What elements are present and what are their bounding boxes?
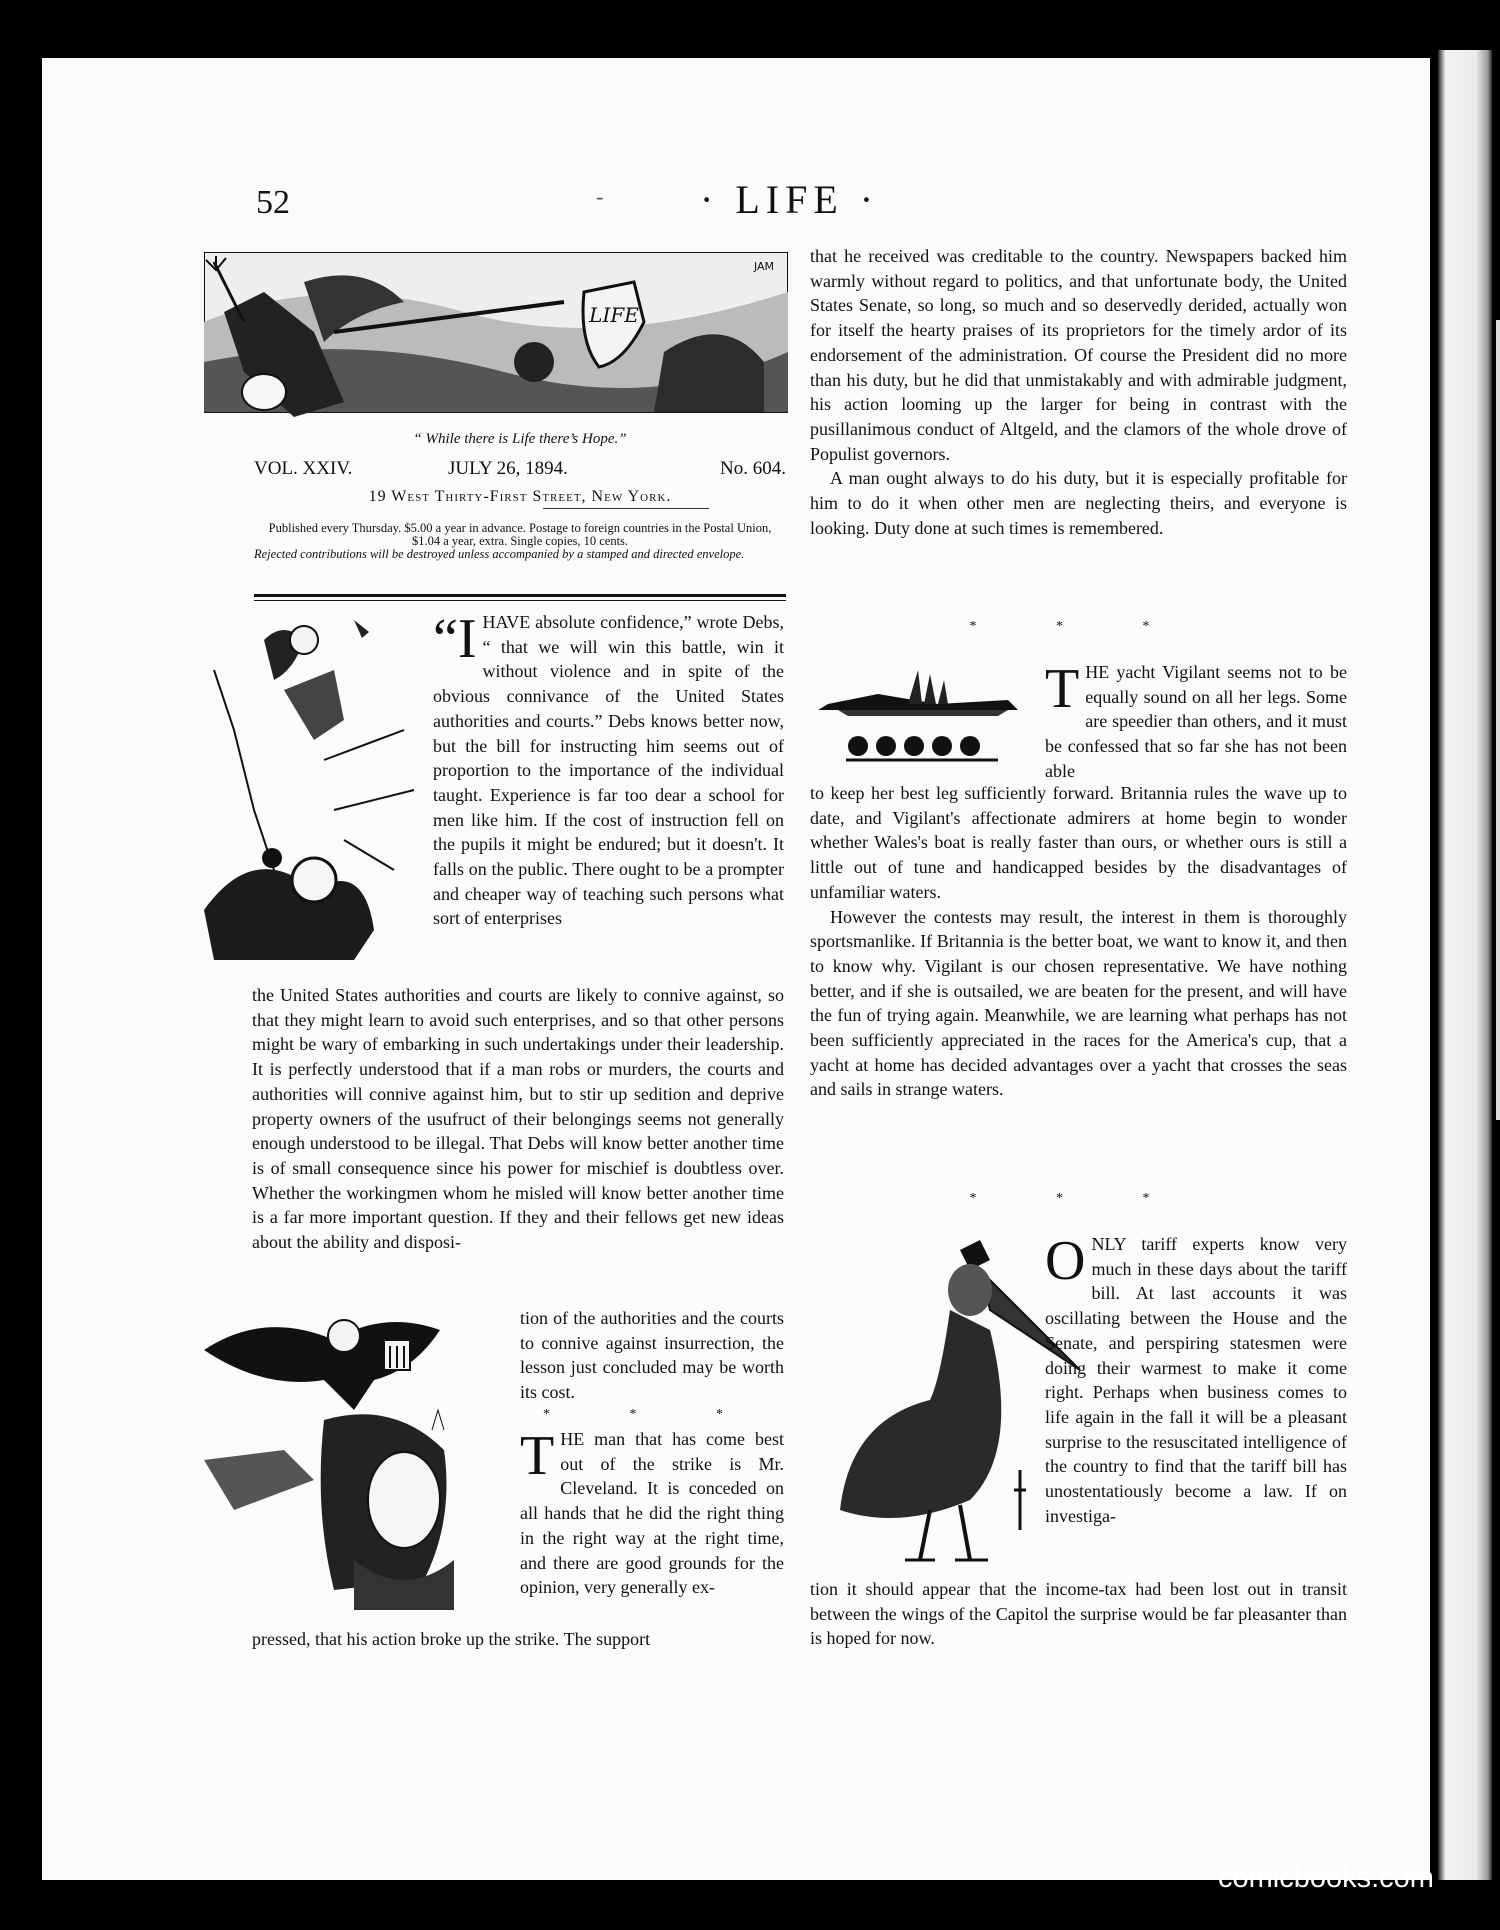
article-debs-text: HAVE absolute confidence,” wrote Debs, “ that we will win this battle, win it without violence and in spite of the obvious connivance of the United States authorities and courts.” Debs knows better now, but the bill for instructing him seems out of proportion to the importance of the individual taught. Experience is far too dear a school for men like him. If the cost of instruction fell on the pupils it might be endured; but it doesn't. It falls on the public. There ought to be a prompter and cheaper way of teaching such persons what sort of enterprises bbox=[433, 612, 784, 929]
yacht-illustration bbox=[818, 664, 1022, 768]
article-cleveland-text: HE man that has come best out of the strike is Mr. Cleveland. It is conceded on all hands that he did the right thing in the right way at the right time, and there are good grounds for the opinion, very generally ex- bbox=[520, 1429, 784, 1598]
article-debs-tail bbox=[520, 1306, 784, 1405]
header-dash: - bbox=[596, 184, 604, 209]
article-cleveland-tail-text: pressed, that his action broke up the strike. The support bbox=[252, 1629, 651, 1649]
header-rule-thick bbox=[254, 594, 786, 597]
section-separator-3: * * * bbox=[969, 1191, 1188, 1206]
article-tariff-tail bbox=[810, 1577, 1347, 1651]
rejected-contributions-note: Rejected contributions will be destroyed unless accompanied by a stamped and directed envelope. bbox=[254, 547, 745, 561]
article-debs-continued bbox=[252, 983, 784, 1255]
section-separator-1: * * * bbox=[543, 1407, 761, 1422]
article-cleveland-intro bbox=[520, 1427, 784, 1600]
address-rule bbox=[543, 508, 709, 509]
article-cleveland-para2: A man ought always to do his duty, but it is especially profitable for him to do it when other men are neglecting theirs, and everyone is looking. Duty done at such times is remembered. bbox=[810, 468, 1347, 538]
eagle-liberty-illustration bbox=[204, 1310, 500, 1610]
next-page-edge bbox=[1496, 320, 1500, 1120]
publication-note bbox=[254, 522, 786, 561]
article-vigilant-para2: However the contests may result, the interest in them is thoroughly sportsmanlike. If Britannia is the better boat, we want to know it, and then to know why. Vigilant is our chosen representative. We have nothing better, and if she is outsailed, we are beaten for the present, and will have the fun of trying again. Meanwhile, we are learning what perhaps has not been sufficiently appreciated in the races for the America's cup, that a yacht at home has decided advantages over a yacht that crosses the seas and sails in strange waters. bbox=[810, 906, 1347, 1100]
page-binding bbox=[1438, 50, 1492, 1880]
watermark: comicbooks.com bbox=[1218, 1862, 1434, 1894]
volume-label: VOL. XXIV. bbox=[254, 458, 353, 479]
issue-date: JULY 26, 1894. bbox=[448, 458, 568, 479]
page-number: 52 bbox=[256, 184, 290, 221]
masthead-title: · LIFE · bbox=[700, 177, 880, 222]
article-vigilant-intro bbox=[1045, 660, 1347, 784]
article-cleveland-col2 bbox=[810, 244, 1347, 540]
section-separator-2: * * * bbox=[969, 619, 1188, 634]
drop-cap-t: T bbox=[520, 1425, 555, 1487]
publisher-address: 19 West Thirty-First Street, New York. bbox=[368, 488, 672, 505]
article-cleveland-tail bbox=[252, 1627, 784, 1652]
drop-cap-quote-i: “I bbox=[433, 608, 477, 670]
article-vigilant-text: HE yacht Vigilant seems not to be equally sound on all her legs. Some are speedier than others, and it must be confessed that so far she has not been able bbox=[1045, 662, 1347, 781]
article-debs-continued-text: the United States authorities and courts are likely to connive against, so that they might learn to avoid such enterprises, and so that other persons might be wary of embarking in such undertakings under their leadership. It is perfectly understood that if a man robs or murders, the courts and authorities will connive against him, but to stir up sedition and deprive property owners of the usufruct of their belongings seems not generally enough understood to be illegal. That Debs will know better another time is of small consequence since his power for mischief is doubtless over. Whether the workingmen whom he misled will know better another time is a far more important question. If they and their fellows get new ideas about the ability and disposi- bbox=[252, 985, 784, 1253]
article-tariff-tail-text: tion it should appear that the income-tax had been lost out in transit between the wings of the Capitol the surprise would be far pleasanter than is hoped for now. bbox=[810, 1579, 1347, 1649]
article-tariff-intro bbox=[1045, 1232, 1347, 1528]
subscription-text: Published every Thursday. $5.00 a year in advance. Postage to foreign countries in the Postal Union, $1.04 a year, extra. Single copies, 10 cents. bbox=[268, 521, 772, 548]
banner-shield-text: LIFE bbox=[589, 303, 639, 327]
article-debs-tail-text: tion of the authorities and the courts to connive against insurrection, the lesson just concluded may be worth its cost. bbox=[520, 1308, 784, 1403]
drop-cap-t-vigilant: T bbox=[1045, 658, 1080, 720]
issue-number: No. 604. bbox=[720, 458, 786, 479]
article-tariff-text: NLY tariff experts know very much in these days about the tariff bill. At last accounts it was oscillating between the House and the Senate, and perspiring statesmen were doing their warmest to make it come right. Perhaps when business comes to life again in the fall it will be a pleasant surprise to the resuscitated intelligence of the country to find that the tariff bill has unostentatiously become a law. If on investiga- bbox=[1045, 1234, 1347, 1526]
article-cleveland-col2-text: that he received was creditable to the country. Newspapers backed him warmly without regard to politics, and that unfortunate body, the United States Senate, so long, so much and so deservedly derided, actually won for itself the hearty praises of its proprietors for the timely ardor of its endorsement of the administration. Of course the President did no more than his duty, but he did that unmistakably and with admirable judgment, his action looming up the larger for being in contrast with the pusillanimous conduct of Altgeld, and the clamors of the whole drove of Populist governors. bbox=[810, 246, 1347, 464]
article-debs-intro bbox=[433, 610, 784, 931]
banner-signature: JAM bbox=[753, 260, 775, 273]
header-rule-thin bbox=[254, 600, 786, 601]
motto: “ While there is Life there’s Hope.” bbox=[413, 431, 627, 447]
banner-illustration bbox=[204, 252, 788, 422]
drop-cap-o: O bbox=[1045, 1230, 1086, 1292]
article-vigilant-continued bbox=[810, 781, 1347, 1102]
article-vigilant-continued-text: to keep her best leg sufficiently forward. Britannia rules the wave up to date, and Vigilant's affectionate admirers at home begin to wonder whether Wales's boat is really faster than ours, or whether ours is still a little out of tune and handicapped besides by the disadvantages of unfamiliar waters. bbox=[810, 783, 1347, 902]
explosion-illustration bbox=[194, 610, 420, 970]
